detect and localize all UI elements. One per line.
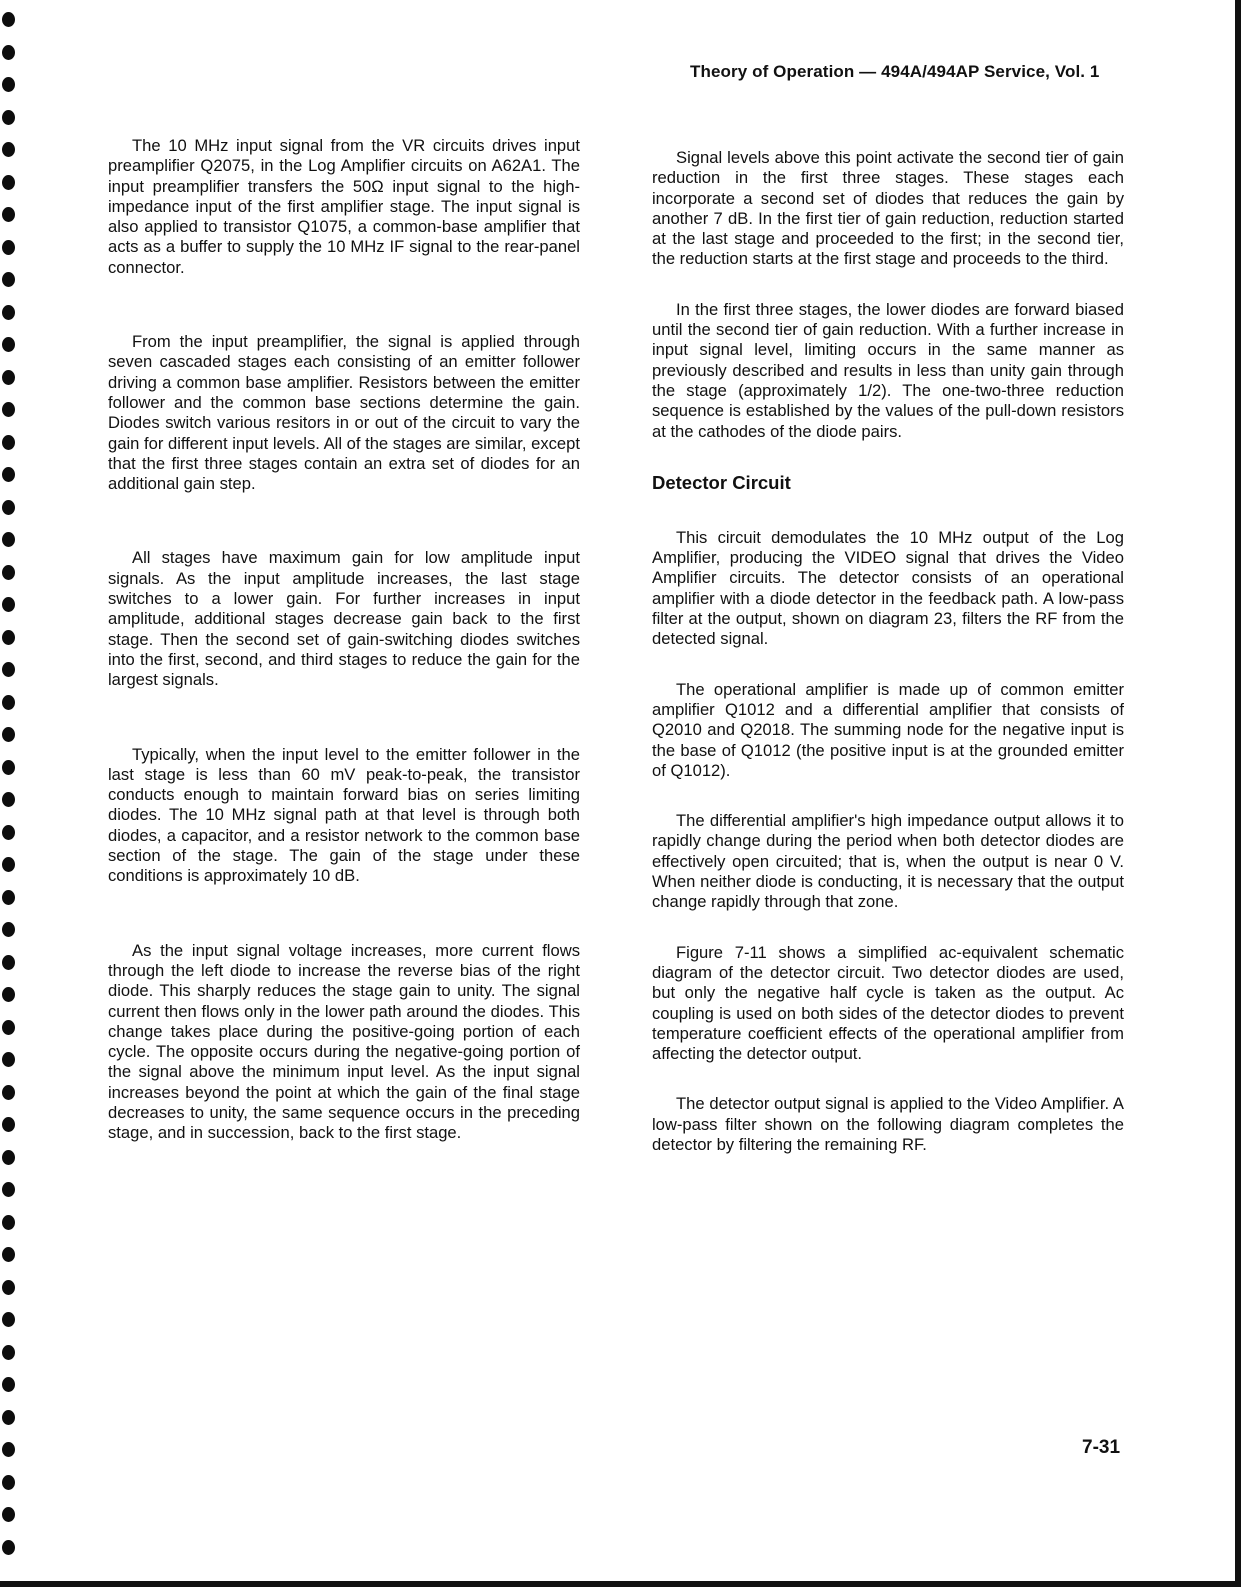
binder-hole (2, 500, 15, 515)
binder-hole (2, 370, 15, 385)
binder-hole (2, 857, 15, 872)
binder-hole (2, 1442, 15, 1457)
binder-hole (2, 402, 15, 417)
paragraph: The differential amplifier's high impedance output allows it to rapidly change during the period when both detector diodes are effectively open circuited; that is, when the output is near 0 V. When neither diode is conducting, it is necessary that the output change rapidly through that zone. (652, 811, 1124, 912)
binder-hole (2, 110, 15, 125)
paragraph: Figure 7-11 shows a simplified ac-equivalent schematic diagram of the detector circuit. Two detector diodes are used, but only the negative half cycle is taken as the output. Ac coupling is used on both sides of the detector diodes to prevent temperature coefficient effects of the operational amplifier from affecting the detector output. (652, 942, 1124, 1064)
binder-hole (2, 987, 15, 1002)
binder-hole (2, 1540, 15, 1555)
binder-hole (2, 630, 15, 645)
binder-hole (2, 1345, 15, 1360)
binder-hole (2, 1280, 15, 1295)
paragraph: Signal levels above this point activate the second tier of gain reduction in the first three stages. These stages each incorporate a second set of diodes that reduces the gain by another 7 dB. In the first tier of gain reduction, reduction started at the last stage and proceeded to the first; in the second tier, the reduction starts at the first stage and proceeds to the third. (652, 148, 1124, 269)
paragraph: Typically, when the input level to the emitter follower in the last stage is less than 60 mV peak-to-peak, the transistor conducts enough to maintain forward bias on series limiting diodes. The 10 MHz signal path at that level is through both diodes, a capacitor, and a resistor network to the common base section of the stage. The gain of the stage under these conditions is approximately 10 dB. (108, 744, 580, 886)
paragraph: The operational amplifier is made up of common emitter amplifier Q1012 and a differential amplifier that consists of Q2010 and Q2018. The summing node for the negative input is the base of Q1012 (the positive input is at the grounded emitter of Q1012). (652, 679, 1124, 780)
binder-hole (2, 1182, 15, 1197)
binder-hole (2, 662, 15, 677)
paragraph: As the input signal voltage increases, more current flows through the left diode to increase the reverse bias of the right diode. This sharply reduces the stage gain to unity. The signal current then flows only in the lower path around the diodes. This change takes place during the positive-going portion of each cycle. The opposite occurs during the negative-going portion of the signal above the minimum input level. As the input signal increases beyond the point at which the gain of the final stage decreases to unity, the same sequence occurs in the preceding stage, and in succession, back to the first stage. (108, 940, 580, 1143)
page-border-right (1235, 0, 1241, 1587)
binder-hole (2, 12, 15, 27)
page-number: 7-31 (1082, 1437, 1121, 1458)
binder-hole (2, 77, 15, 92)
section-heading: Detector Circuit (652, 471, 791, 493)
binder-hole (2, 1215, 15, 1230)
binder-hole (2, 207, 15, 222)
binder-hole (2, 467, 15, 482)
right-column (652, 148, 1124, 1185)
binder-hole (2, 1020, 15, 1035)
binder-hole (2, 435, 15, 450)
binder-hole (2, 305, 15, 320)
paragraph: In the first three stages, the lower diodes are forward biased until the second tier of gain reduction. With a further increase in input signal level, limiting occurs in the same manner as previously described and results in less than unity gain through the stage (approximately 1/2). The one-two-three reduction sequence is established by the values of the pull-down resistors at the cathodes of the diode pairs. (652, 299, 1124, 441)
binder-hole (2, 1247, 15, 1262)
binder-hole (2, 1052, 15, 1067)
paragraph: The 10 MHz input signal from the VR circuits drives input preamplifier Q2075, in the Log Amplifier circuits on A62A1. The input preamplifier transfers the 50Ω input signal to the high-impedance input of the first amplifier stage. The input signal is also applied to transistor Q1075, a common-base amplifier that acts as a buffer to supply the 10 MHz IF signal to the rear-panel connector. (108, 136, 580, 277)
paragraph: This circuit demodulates the 10 MHz output of the Log Amplifier, producing the VIDEO signal that drives the Video Amplifier circuits. The detector consists of an operational amplifier with a diode detector in the feedback path. A low-pass filter at the output, shown on diagram 23, filters the RF from the detected signal. (652, 527, 1124, 649)
paragraph: From the input preamplifier, the signal is applied through seven cascaded stages each consisting of an emitter follower driving a common base amplifier. Resistors between the emitter follower and the common base sections determine the gain. Diodes switch various resitors in or out of the circuit to vary the gain for different input levels. All of the stages are similar, except that the first three stages contain an extra set of diodes for an additional gain step. (108, 332, 580, 494)
binder-hole (2, 1377, 15, 1392)
binder-hole (2, 1085, 15, 1100)
paragraph: All stages have maximum gain for low amplitude input signals. As the input amplitude increases, the last stage switches to a lower gain. For further increases in input amplitude, additional stages decrease gain back to the first stage. Then the second set of gain-switching diodes switches into the first, second, and third stages to reduce the gain for the largest signals. (108, 548, 580, 690)
binder-hole (2, 272, 15, 287)
page-border-bottom (0, 1581, 1241, 1587)
binder-hole (2, 955, 15, 970)
binder-hole (2, 1475, 15, 1490)
binder-hole (2, 565, 15, 580)
binder-holes (0, 0, 34, 1587)
binder-hole (2, 45, 15, 60)
binder-hole (2, 532, 15, 547)
page-header: Theory of Operation — 494A/494AP Service, Vol. 1 (690, 62, 1100, 81)
left-column (108, 136, 580, 1144)
binder-hole (2, 175, 15, 190)
binder-hole (2, 727, 15, 742)
binder-hole (2, 1117, 15, 1132)
binder-hole (2, 1150, 15, 1165)
binder-hole (2, 142, 15, 157)
paragraph: The detector output signal is applied to the Video Amplifier. A low-pass filter shown on the following diagram completes the detector by filtering the remaining RF. (652, 1094, 1124, 1154)
binder-hole (2, 1507, 15, 1522)
binder-hole (2, 825, 15, 840)
binder-hole (2, 760, 15, 775)
binder-hole (2, 1312, 15, 1327)
binder-hole (2, 922, 15, 937)
binder-hole (2, 792, 15, 807)
binder-hole (2, 890, 15, 905)
binder-hole (2, 695, 15, 710)
binder-hole (2, 1410, 15, 1425)
binder-hole (2, 597, 15, 612)
binder-hole (2, 337, 15, 352)
binder-hole (2, 240, 15, 255)
